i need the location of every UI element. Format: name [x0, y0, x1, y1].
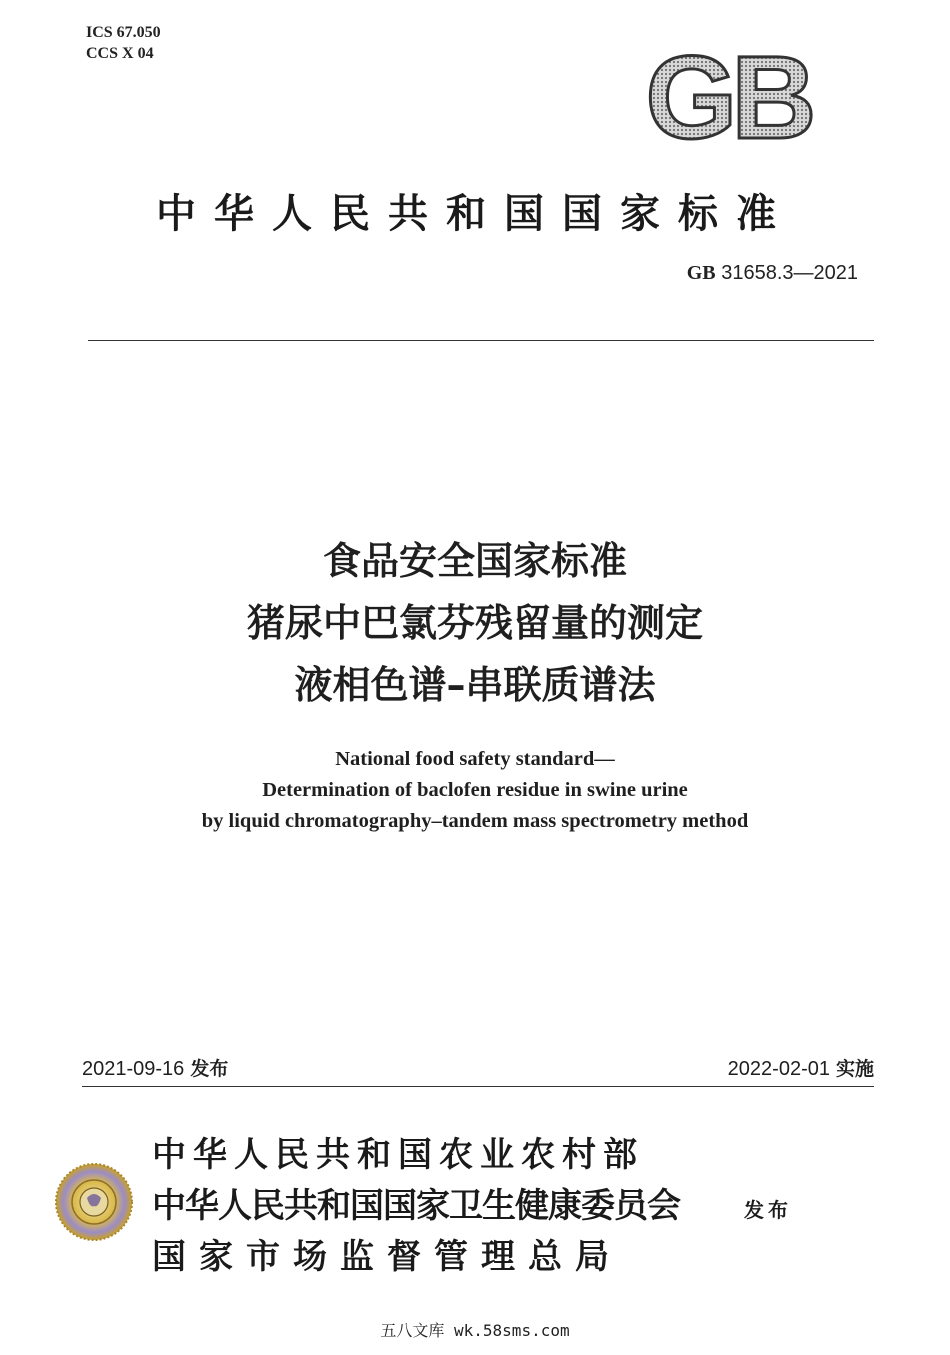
dates-row — [82, 1054, 874, 1081]
issue-date-block — [82, 1054, 228, 1081]
classification-codes — [86, 22, 161, 64]
publish-label: 发布 — [744, 1198, 792, 1222]
watermark: 五八文库 wk.58sms.com — [380, 1321, 570, 1340]
issue-label: 发布 — [190, 1058, 229, 1080]
english-title-line-2: Determination of baclofen residue in swine urine — [262, 779, 688, 801]
implement-date-block — [728, 1054, 874, 1081]
national-emblem-seal-icon — [54, 1162, 134, 1242]
ccs-code: CCS X 04 — [86, 45, 154, 62]
implement-label: 实施 — [835, 1058, 874, 1080]
english-title-line-3: by liquid chromatography–tandem mass spectrometry method — [201, 810, 749, 832]
publishers — [152, 1130, 680, 1283]
gb-logo-icon — [632, 44, 824, 148]
implement-date: 2022-02-01 — [727, 1058, 830, 1080]
issue-date: 2021-09-16 — [82, 1058, 185, 1080]
english-title — [0, 744, 950, 837]
publisher-2: 中华人民共和国国家卫生健康委员会 — [152, 1186, 680, 1226]
bottom-divider — [82, 1086, 874, 1087]
national-standard-title: 中华人民共和国国家标准 — [156, 190, 794, 237]
chinese-title-line-3: 液相色谱–串联质谱法 — [294, 663, 656, 707]
top-divider — [88, 340, 874, 341]
standard-number-prefix: GB — [686, 262, 716, 284]
chinese-title-line-1: 食品安全国家标准 — [322, 539, 627, 583]
publisher-3: 国家市场监督管理总局 — [152, 1237, 622, 1277]
publisher-1: 中华人民共和国农业农村部 — [152, 1135, 644, 1175]
ics-code: ICS 67.050 — [86, 24, 161, 41]
standard-number — [687, 262, 858, 285]
standard-number-value: 31658.3—2021 — [721, 262, 858, 284]
chinese-title-line-2: 猪尿中巴氯芬残留量的测定 — [246, 601, 703, 645]
english-title-line-1: National food safety standard— — [335, 748, 615, 770]
svg-text:GB: GB — [645, 44, 811, 148]
chinese-title — [0, 530, 950, 716]
